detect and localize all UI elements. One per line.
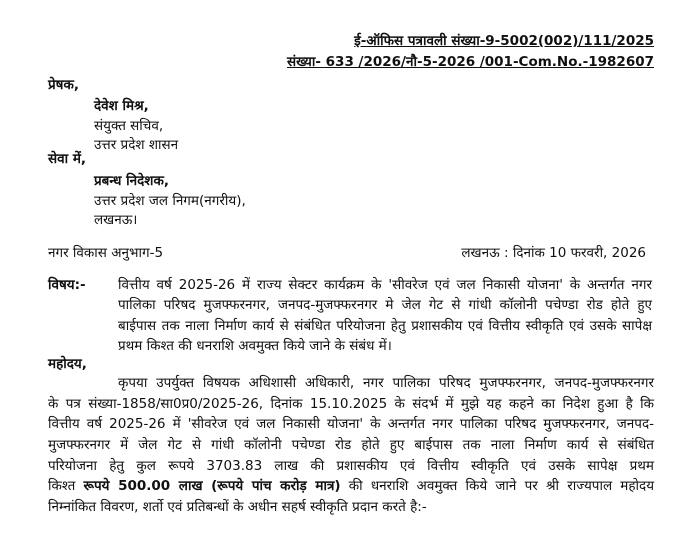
department: नगर विकास अनुभाग-5	[48, 245, 164, 261]
letter-number: संख्या- 633 /2026/नौ-5-2026 /001-Com.No.-1982607	[287, 54, 654, 70]
subject-line-3: बाईपास तक नाला निर्माण कार्य से संबंधित परियोजना हेतु प्रशासकीय एवं वित्तीय स्वीकृति एवं उसके सापेक्ष	[118, 318, 652, 334]
place-date: लखनऊ : दिनांक 10 फरवरी, 2026	[461, 245, 646, 261]
body-line-6-pre: किश्त	[48, 478, 76, 494]
salutation: महोदय,	[48, 356, 87, 372]
sender-name: देवेश मिश्र,	[94, 98, 149, 114]
sanction-amount: रूपये 500.00 लाख (रूपये पांच करोड़ मात्र)	[83, 478, 341, 494]
eoffice-file-number: ई-ऑफिस पत्रावली संख्या-9-5002(002)/111/2025	[354, 33, 654, 49]
sender-label: प्रेषक,	[48, 77, 79, 93]
recipient-label: सेवा में,	[48, 151, 87, 167]
body-line-2: के पत्र संख्या-1858/सा0प्र0/2025-26, दिनांक 15.10.2025 के संदर्भ में मुझे यह कहने का निदेश हुआ है कि	[48, 396, 654, 412]
body-line-6	[48, 477, 654, 495]
subject-line-2: पालिका परिषद मुजफ्फरनगर, जनपद-मुजफ्फरनगर मे जेल गेट से गांधी कॉलोनी पचेण्डा रोड होते हुए	[118, 297, 652, 313]
recipient-city: लखनऊ।	[94, 212, 138, 228]
body-line-1: कृपया उपर्युक्त विषयक अधिशासी अधिकारी, नगर पालिका परिषद मुजफ्फरनगर, जनपद-मुजफ्फरनगर	[118, 375, 654, 391]
subject-line-4: प्रथम किश्त की धनराशि अवमुक्त किये जाने के संबंध में।	[118, 338, 392, 354]
recipient-designation: प्रबन्ध निदेशक,	[94, 173, 169, 189]
sender-office: उत्तर प्रदेश शासन	[94, 137, 179, 153]
subject-line-1: वित्तीय वर्ष 2025-26 में राज्य सेक्टर कार्यक्रम के 'सीवरेज एवं जल निकासी योजना' के अन्तर्गत नगर	[118, 277, 652, 293]
body-line-4: मुजफ्फरनगर में जेल गेट से गांधी कॉलोनी पचेण्डा रोड होते हुए बाईपास तक नाला निर्माण कार्य से संबंधित	[48, 437, 654, 453]
body-line-7: निम्नांकित विवरण, शर्तो एवं प्रतिबन्धों के अधीन सहर्ष स्वीकृति प्रदान करते है:-	[48, 499, 427, 515]
body-line-3: वित्तीय वर्ष 2025-26 में 'सीवरेज एवं जल निकासी योजना' के अन्तर्गत नगर पालिका परिषद मुजफ्फरनगर, जनपद-	[48, 416, 654, 432]
sender-designation: संयुक्त सचिव,	[94, 118, 164, 134]
body-line-5: परियोजना हेतु कुल रूपये 3703.83 लाख की प्रशासकीय एवं वित्तीय स्वीकृति एवं उसके सापेक्ष प्रथम	[48, 458, 654, 474]
subject-label: विषय:-	[48, 277, 86, 293]
recipient-office: उत्तर प्रदेश जल निगम(नगरीय),	[94, 193, 246, 209]
body-line-6-post: की धनराशि अवमुक्त किये जाने पर श्री राज्यपाल महोदय	[348, 478, 655, 494]
